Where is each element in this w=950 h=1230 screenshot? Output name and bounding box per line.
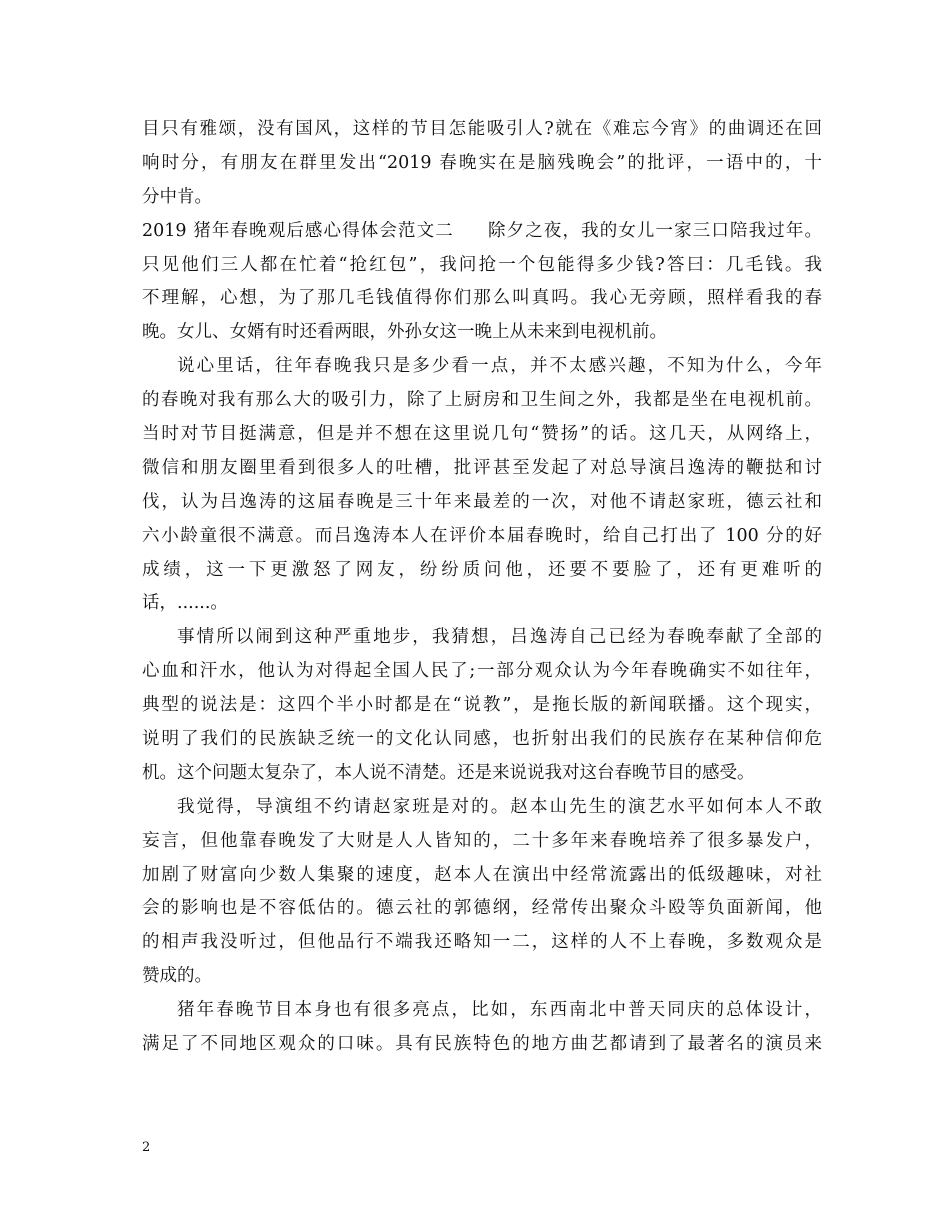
text-line: 心血和汗水，他认为对得起全国人民了;一部分观众认为今年春晚确实不如往年， — [142, 661, 822, 682]
text-line: 机。这个问题太复杂了，本人说不清楚。还是来说说我对这台春晚节目的感受。 — [142, 762, 755, 783]
text-line: 妄言，但他靠春晚发了大财是人人皆知的，二十多年来春晚培养了很多暴发户， — [142, 830, 822, 851]
text-line: 分中肯。 — [142, 186, 212, 207]
text-line: 伐，认为吕逸涛的这届春晚是三十年来最差的一次，对他不请赵家班，德云社和 — [142, 491, 822, 512]
text-line: 除夕之夜，我的女儿一家三口陪我过年。 — [486, 220, 822, 241]
body-text — [142, 113, 822, 1062]
text-line: 赞成的。 — [142, 966, 212, 987]
paragraph-first-line: 事情所以闹到这种严重地步，我猜想，吕逸涛自己已经为春晚奉献了全部的 — [177, 627, 822, 648]
text-line: 会的影响也是不容低估的。德云社的郭德纲，经常传出聚众斗殴等负面新闻，他 — [142, 898, 822, 919]
text-line: 六小龄童很不满意。而吕逸涛本人在评价本届春晚时，给自己打出了 100 分的好 — [142, 525, 822, 546]
text-line: 话，......。 — [142, 593, 228, 614]
text-line: 当时对节目挺满意，但是并不想在这里说几句“赞扬”的话。这几天，从网络上， — [142, 424, 822, 445]
text-line: 的相声我没听过，但他品行不端我还略知一二，这样的人不上春晚，多数观众是 — [142, 932, 822, 953]
section-heading-line — [142, 215, 822, 249]
text-line: 不理解，心想，为了那几毛钱值得你们那么叫真吗。我心无旁顾，照样看我的春 — [142, 288, 822, 309]
text-line: 响时分，有朋友在群里发出“2019 春晚实在是脑残晚会”的批评，一语中的，十 — [142, 152, 822, 173]
paragraph-first-line: 猪年春晚节目本身也有很多亮点，比如，东西南北中普天同庆的总体设计， — [177, 1000, 822, 1021]
text-line: 只见他们三人都在忙着“抢红包”，我问抢一个包能得多少钱?答曰：几毛钱。我 — [142, 254, 822, 275]
section-heading: 2019 猪年春晚观后感心得体会范文二 — [142, 220, 454, 241]
text-line: 微信和朋友圈里看到很多人的吐槽，批评甚至发起了对总导演吕逸涛的鞭挞和讨 — [142, 457, 822, 478]
text-line: 典型的说法是：这四个半小时都是在“说教”，是拖长版的新闻联播。这个现实， — [142, 695, 822, 716]
paragraph-first-line: 我觉得，导演组不约请赵家班是对的。赵本山先生的演艺水平如何本人不敢 — [177, 796, 822, 817]
text-line: 目只有雅颂，没有国风，这样的节目怎能吸引人?就在《难忘今宵》的曲调还在回 — [142, 119, 822, 139]
paragraph-first-line: 说心里话，往年春晚我只是多少看一点，并不太感兴趣，不知为什么，今年 — [177, 356, 822, 377]
text-line: 加剧了财富向少数人集聚的速度，赵本人在演出中经常流露出的低级趣味，对社 — [142, 864, 822, 885]
text-line: 满足了不同地区观众的口味。具有民族特色的地方曲艺都请到了最著名的演员来 — [142, 1034, 822, 1055]
text-line: 成绩，这一下更激怒了网友，纷纷质问他，还要不要脸了，还有更难听的 — [142, 559, 822, 580]
text-line: 晚。女儿、女婿有时还看两眼，外孙女这一晚上从未来到电视机前。 — [142, 322, 667, 343]
text-line: 的春晚对我有那么大的吸引力，除了上厨房和卫生间之外，我都是坐在电视机前。 — [142, 390, 822, 411]
page-number: 2 — [142, 1140, 151, 1155]
text-line: 说明了我们的民族缺乏统一的文化认同感，也折射出我们的民族存在某种信仰危 — [142, 729, 822, 750]
